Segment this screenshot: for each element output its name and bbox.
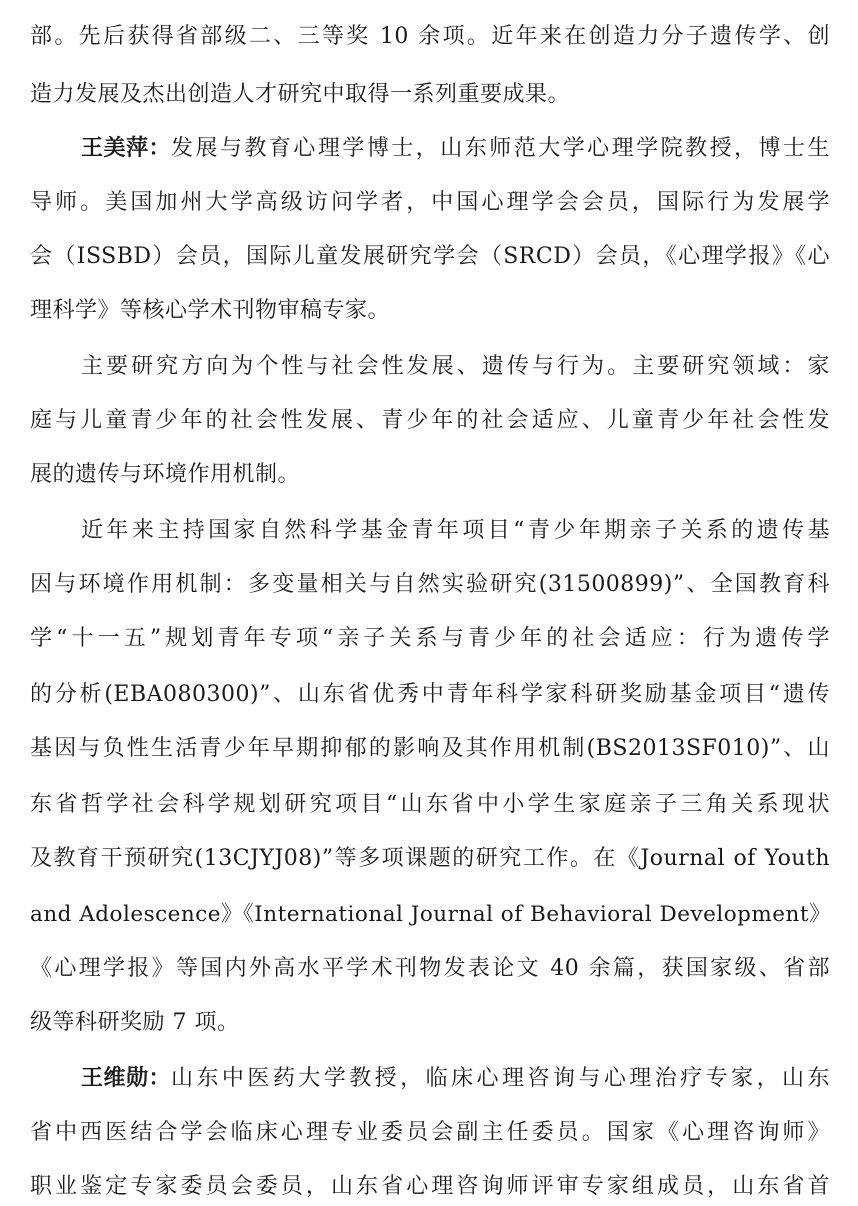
document-page xyxy=(30,0,830,1206)
text-line: 部。先后获得省部级二、三等奖 10 余项。近年来在创造力分子遗传学、创 xyxy=(30,24,830,49)
text-line: 基因与负性生活青少年早期抑郁的影响及其作用机制(BS2013SF010)”、山 xyxy=(30,736,830,761)
person-name: 王维勋： xyxy=(81,1066,172,1091)
text-line-rest: 山东中医药大学教授，临床心理咨询与心理治疗专家，山东 xyxy=(171,1066,830,1091)
text-line: 理科学》等核心学术刊物审稿专家。 xyxy=(30,298,391,323)
person-name: 王美萍： xyxy=(81,136,172,161)
text-line-rest: 发展与教育心理学博士，山东师范大学心理学院教授，博士生 xyxy=(171,136,830,161)
text-line: 导师。美国加州大学高级访问学者，中国心理学会会员，国际行为发展学 xyxy=(30,190,830,215)
text-line: 级等科研奖励 7 项。 xyxy=(30,1010,240,1035)
text-line: 庭与儿童青少年的社会性发展、青少年的社会适应、儿童青少年社会性发 xyxy=(30,408,830,433)
text-line: 省中西医结合学会临床心理专业委员会副主任委员。国家《心理咨询师》 xyxy=(30,1120,830,1145)
text-line: 东省哲学社会科学规划研究项目“山东省中小学生家庭亲子三角关系现状 xyxy=(30,792,830,817)
text-line: 《心理学报》等国内外高水平学术刊物发表论文 40 余篇，获国家级、省部 xyxy=(30,956,830,981)
text-line: 会（ISSBD）会员，国际儿童发展研究学会（SRCD）会员，《心理学报》《心 xyxy=(30,244,830,269)
text-line: 造力发展及杰出创造人才研究中取得一系列重要成果。 xyxy=(30,82,571,107)
text-line: 展的遗传与环境作用机制。 xyxy=(30,462,301,487)
text-line: 学“十一五”规划青年专项“亲子关系与青少年的社会适应：行为遗传学 xyxy=(30,626,830,651)
text-line: 的分析(EBA080300)”、山东省优秀中青年科学家科研奖励基金项目“遗传 xyxy=(30,682,830,707)
paragraph-heading-line xyxy=(81,134,830,164)
text-line: 主要研究方向为个性与社会性发展、遗传与行为。主要研究领域：家 xyxy=(81,354,830,379)
text-line: 近年来主持国家自然科学基金青年项目“青少年期亲子关系的遗传基 xyxy=(81,518,830,543)
text-line: 及教育干预研究(13CJYJ08)”等多项课题的研究工作。在《Journal of Youth xyxy=(30,846,830,871)
text-line: 因与环境作用机制：多变量相关与自然实验研究(31500899)”、全国教育科 xyxy=(30,572,830,597)
paragraph-heading-line xyxy=(81,1064,830,1094)
text-line: 职业鉴定专家委员会委员，山东省心理咨询师评审专家组成员，山东省首 xyxy=(30,1174,830,1199)
text-line: and Adolescence》《International Journal of Behavioral Development》 xyxy=(30,902,832,927)
